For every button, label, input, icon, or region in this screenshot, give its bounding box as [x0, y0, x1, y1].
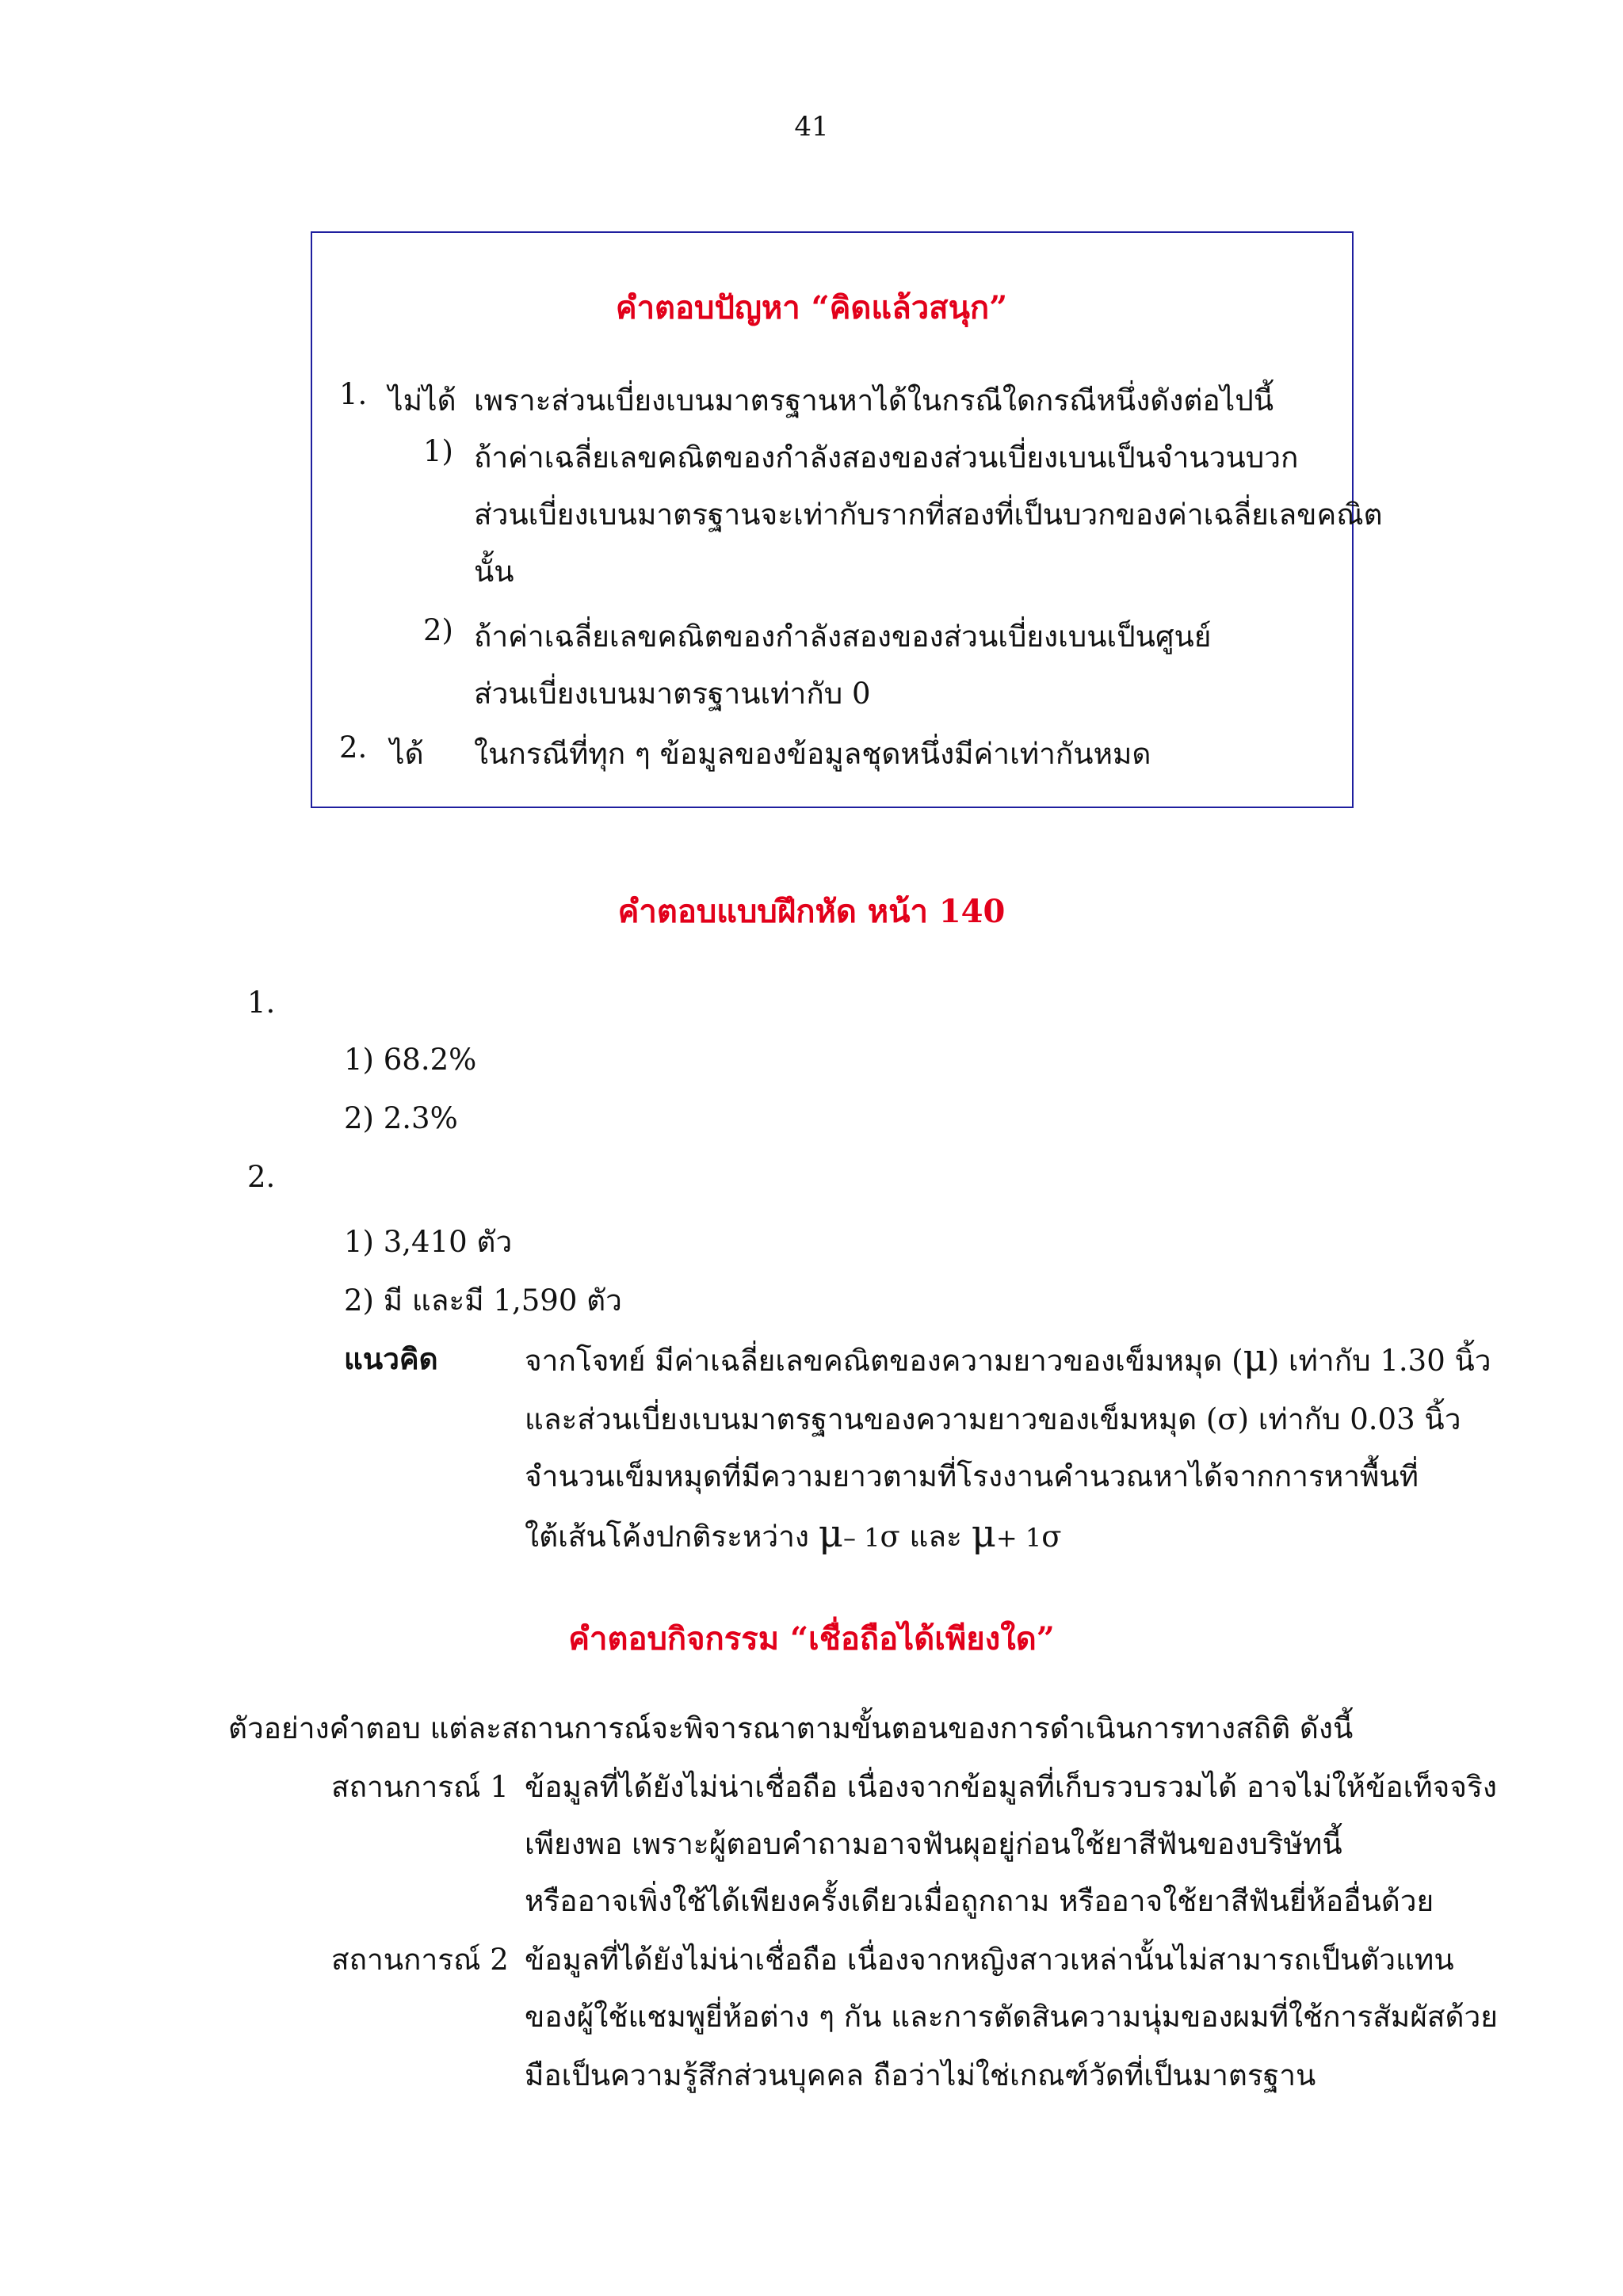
sigma-symbol: σ — [1217, 1402, 1238, 1436]
range-lower-sigma: σ — [880, 1520, 900, 1554]
exercise-q2-answer-2: 2) มี และมี 1,590 ตัว — [344, 1283, 622, 1318]
activity-intro: ตัวอย่างคำตอบ แต่ละสถานการณ์จะพิจารณาตามขั้นตอนของการดำเนินการทางสถิติ ดังนี้ — [228, 1711, 1354, 1745]
exercise-answer-title: คำตอบแบบฝึกหัด หน้า 140 — [617, 893, 1006, 930]
idea-line-4 — [525, 1512, 1062, 1560]
situation-2-label: สถานการณ์ 2 — [331, 1943, 509, 1977]
puzzle-item-2-number: 2. — [339, 730, 368, 765]
puzzle-sub-1-line-2: ส่วนเบี่ยงเบนมาตรฐานจะเท่ากับรากที่สองที่เป็นบวกของค่าเฉลี่ยเลขคณิต — [474, 498, 1383, 532]
range-and: และ — [909, 1520, 962, 1554]
puzzle-item-1-text: เพราะส่วนเบี่ยงเบนมาตรฐานหาได้ในกรณีใดกรณีหนึ่งดังต่อไปนี้ — [474, 383, 1274, 418]
range-upper-op: + 1 — [995, 1523, 1042, 1553]
idea-line-2 — [525, 1396, 1461, 1443]
puzzle-item-1-answer: ไม่ได้ — [388, 383, 456, 418]
puzzle-item-2-answer: ได้ — [390, 737, 424, 771]
situation-2-line-2: ของผู้ใช้แชมพูยี่ห้อต่าง ๆ กัน และการตัดสินความนุ่มของผมที่ใช้การสัมผัสด้วย — [525, 2000, 1498, 2034]
puzzle-sub-1-number: 1) — [423, 434, 453, 468]
idea-line-3: จำนวนเข็มหมุดที่มีความยาวตามที่โรงงานคำนวณหาได้จากการหาพื้นที่ — [525, 1459, 1419, 1493]
idea-line-2-text-a: และส่วนเบี่ยงเบนมาตรฐานของความยาวของเข็มหมุด ( — [525, 1402, 1218, 1436]
range-upper-mu: μ — [971, 1512, 996, 1556]
puzzle-sub-1-line-3: นั้น — [474, 555, 514, 589]
idea-line-1-text-a: จากโจทย์ มีค่าเฉลี่ยเลขคณิตของความยาวของเข็มหมุด ( — [525, 1344, 1243, 1378]
puzzle-item-1-number: 1. — [339, 377, 368, 411]
idea-label: แนวคิด — [344, 1341, 438, 1376]
exercise-q2-answer-1: 1) 3,410 ตัว — [344, 1225, 513, 1259]
puzzle-sub-1-line-1: ถ้าค่าเฉลี่ยเลขคณิตของกำลังสองของส่วนเบี่ยงเบนเป็นจำนวนบวก — [474, 441, 1299, 475]
idea-line-1 — [525, 1336, 1491, 1384]
page-number: 41 — [794, 111, 829, 143]
situation-1-label: สถานการณ์ 1 — [331, 1770, 509, 1804]
situation-1-line-3: หรืออาจเพิ่งใช้ได้เพียงครั้งเดียวเมื่อถูกถาม หรืออาจใช้ยาสีฟันยี่ห้ออื่นด้วย — [525, 1884, 1434, 1918]
activity-answer-title: คำตอบกิจกรรม “เชื่อถือได้เพียงใด” — [568, 1620, 1055, 1657]
range-upper-sigma: σ — [1041, 1520, 1062, 1554]
situation-2-line-3: มือเป็นความรู้สึกส่วนบุคคล ถือว่าไม่ใช่เกณฑ์วัดที่เป็นมาตรฐาน — [525, 2058, 1316, 2092]
puzzle-sub-2-line-1: ถ้าค่าเฉลี่ยเลขคณิตของกำลังสองของส่วนเบี่ยงเบนเป็นศูนย์ — [474, 620, 1212, 654]
situation-2-line-1: ข้อมูลที่ได้ยังไม่น่าเชื่อถือ เนื่องจากหญิงสาวเหล่านั้นไม่สามารถเป็นตัวแทน — [525, 1943, 1454, 1977]
range-lower-mu: μ — [818, 1512, 843, 1556]
exercise-q1-answer-2: 2) 2.3% — [344, 1101, 458, 1135]
puzzle-item-2-text: ในกรณีที่ทุก ๆ ข้อมูลของข้อมูลชุดหนึ่งมีค่าเท่ากันหมด — [474, 737, 1151, 771]
situation-1-line-1: ข้อมูลที่ได้ยังไม่น่าเชื่อถือ เนื่องจากข้อมูลที่เก็บรวบรวมได้ อาจไม่ให้ข้อเท็จจริง — [525, 1770, 1497, 1804]
idea-line-4-text: ใต้เส้นโค้งปกติระหว่าง — [525, 1520, 809, 1554]
puzzle-sub-2-number: 2) — [423, 613, 453, 647]
exercise-q2-number: 2. — [247, 1160, 276, 1194]
exercise-q1-number: 1. — [247, 986, 276, 1020]
exercise-q1-answer-1: 1) 68.2% — [344, 1043, 477, 1077]
idea-line-2-text-b: ) เท่ากับ 0.03 นิ้ว — [1237, 1402, 1461, 1436]
mu-symbol: μ — [1243, 1336, 1268, 1380]
puzzle-sub-2-line-2: ส่วนเบี่ยงเบนมาตรฐานเท่ากับ 0 — [474, 677, 871, 711]
situation-1-line-2: เพียงพอ เพราะผู้ตอบคำถามอาจฟันผุอยู่ก่อนใช้ยาสีฟันของบริษัทนี้ — [525, 1827, 1342, 1861]
puzzle-answer-title: คำตอบปัญหา “คิดแล้วสนุก” — [615, 289, 1008, 326]
range-lower-op: – 1 — [842, 1523, 880, 1553]
idea-line-1-text-b: ) เท่ากับ 1.30 นิ้ว — [1267, 1344, 1491, 1378]
